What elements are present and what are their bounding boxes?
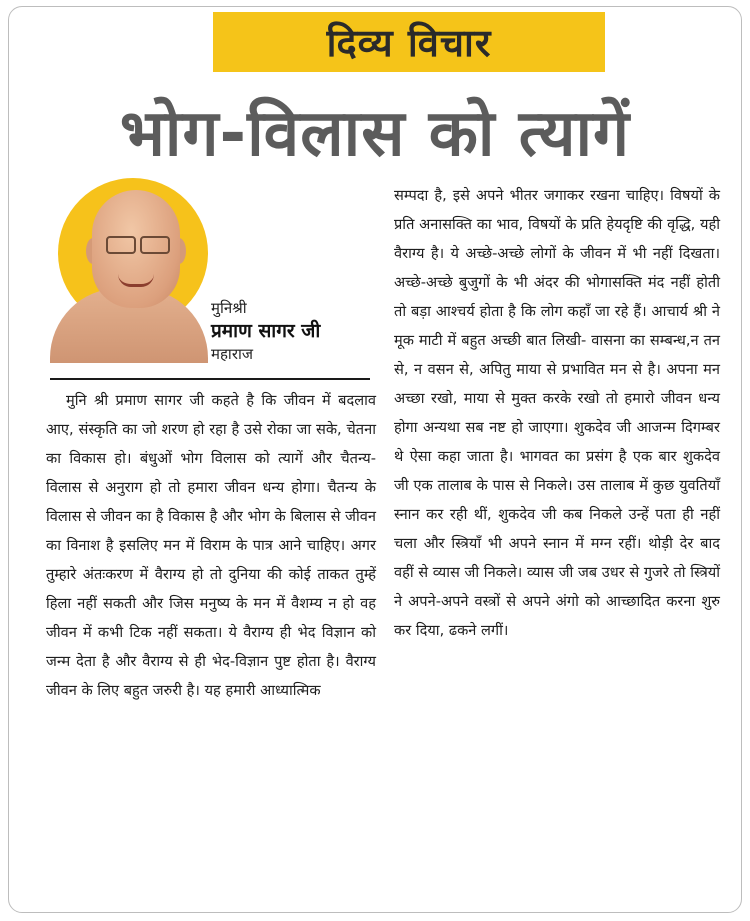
- section-banner: [213, 12, 605, 72]
- article-body-left-column: मुनि श्री प्रमाण सागर जी कहते है कि जीवन में बदलाव आए, संस्कृति का जो शरण हो रहा है उसे रोका जा सके, चेतना का विकास हो। बंधुओं भोग विलास को त्यागें और चैतन्य- विलास से अनुराग हो तो हमारा जीवन धन्य होगा। चैतन्य के विलास से जीवन का है विकास है और भोग के बिलास से जीवन का विनाश है इसलिए मन में विराम के पात्र आने चाहिए। अगर तुम्हारे अंतःकरण में वैराग्य हो तो दुनिया की कोई ताकत तुम्हें हिला नहीं सकती और जिस मनुष्य के मन में वैशम्य न हो वह जीवन में कभी टिक नहीं सकता। ये वैराग्य ही भेद विज्ञान को जन्म देता है और वैराग्य से ही भेद-विज्ञान पुष्ट होता है। वैराग्य जीवन के लिए बहुत जरुरी है। यह हमारी आध्यात्मिक: [46, 392, 376, 699]
- author-photo: [50, 178, 210, 363]
- byline-divider: [50, 378, 370, 380]
- section-title: दिव्य विचार: [326, 21, 492, 65]
- author-prefix: मुनिश्री: [211, 299, 247, 317]
- author-byline: [211, 298, 320, 364]
- author-name: प्रमाण सागर जी: [211, 320, 321, 342]
- author-suffix: महाराज: [211, 345, 253, 363]
- article-body-right-column: सम्पदा है, इसे अपने भीतर जगाकर रखना चाहिए। विषयों के प्रति अनासक्ति का भाव, विषयों के प्रति हेयदृष्टि की वृद्धि, यही वैराग्य है। ये अच्छे-अच्छे लोगों के जीवन में भी नहीं दिखता। अच्छे-अच्छे बुजुगों के भी अंदर की भोगासक्ति मंद नहीं होती तो बड़ा आश्चर्य होता है कि लोग कहाँ जा रहे हैं। आचार्य श्री ने मूक माटी में बहुत अच्छी बात लिखी- वासना का सम्बन्ध,न तन से, न वसन से, अपितु माया से प्रभावित मन से है। अपना मन अच्छा रखो, माया से मुक्त करके रखो तो हमारो जीवन धन्य होगा अन्यथा सब नष्ट हो जाएगा। शुकदेव जी आजन्म दिगम्बर थे ऐसा कहा जाता है। भागवत का प्रसंग है एक बार शुकदेव जी एक तालाब के पास से निकले। उस तालाब में कुछ युवतियाँ स्नान कर रही थीं, शुकदेव जी कब निकले उन्हें पता ही नहीं चला और स्त्रियाँ भी अपने स्नान में मग्न रहीं। थोड़ी देर बाद वहीं से व्यास जी निकले। व्यास जी जब उधर से गुजरे तो स्त्रियों ने अपने-अपने वस्त्रों से अपने अंगो को आच्छादित करना शुरु कर दिया, ढकने लगीं।: [394, 187, 720, 639]
- article-headline: भोग-विलास को त्यागें: [119, 96, 631, 171]
